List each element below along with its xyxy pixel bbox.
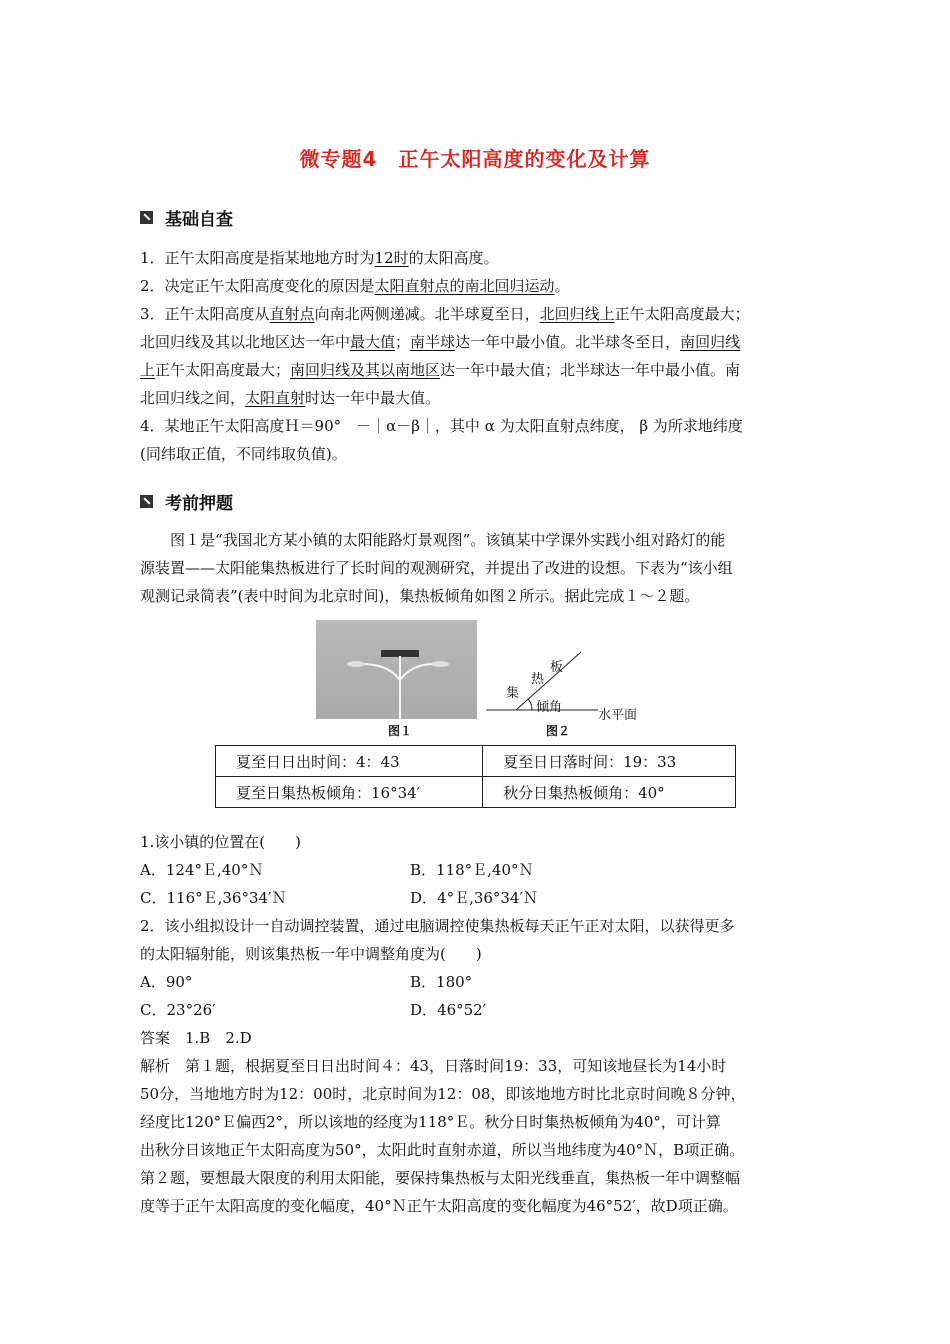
streetlight-illustration — [316, 620, 477, 719]
label-re: 热 — [531, 672, 545, 687]
text: 正午太阳高度最大； — [614, 305, 750, 323]
section-heading-exam — [140, 489, 233, 514]
text: 的太阳高度。 — [408, 249, 499, 267]
intro-line-3: 观测记录简表”(表中时间为北京时间)，集热板倾角如图２所示。据此完成１～２题。 — [140, 587, 700, 605]
question-1-option-d: D．4°Ｅ,36°34′Ｎ — [410, 889, 538, 907]
label-angle: 倾角 — [536, 700, 563, 715]
question-1-option-c: C．116°Ｅ,36°34′Ｎ — [140, 889, 287, 907]
text: ； — [395, 333, 411, 351]
text: 向南北两侧递减。北半球夏至日， — [314, 305, 540, 323]
section-heading-text: 考前押题 — [165, 494, 233, 514]
figure-1-caption: 图１ — [388, 724, 413, 738]
question-2-option-b: B．180° — [410, 973, 473, 991]
angle-arc — [528, 699, 532, 710]
underlined-answer: 南回归线及其以南地区 — [290, 361, 441, 379]
analysis-line-5: 第２题，要想最大限度的利用太阳能，要保持集热板与太阳光线垂直，集热板一年中调整幅 — [140, 1169, 741, 1187]
question-1-option-b: B．118°Ｅ,40°Ｎ — [410, 861, 534, 879]
analysis-line-2: 50分，当地地方时为12：00时，北京时间为12：08，即该地地方时比北京时间晚８分钟， — [140, 1085, 746, 1103]
analysis-line-3: 经度比120°Ｅ偏西2°，所以该地的经度为118°Ｅ。秋分日时集热板倾角为40°，可计算 — [140, 1113, 721, 1131]
intro-line-2: 源装置——太阳能集热板进行了长时间的观测研究，并提出了改进的设想。下表为“该小组 — [140, 559, 733, 577]
page-title: 微专题4 正午太阳高度的变化及计算 — [299, 147, 651, 171]
underlined-answer: 太阳直射 — [245, 389, 306, 407]
section-arrow-icon — [140, 211, 153, 224]
question-1-stem: 1.该小镇的位置在( ) — [140, 833, 302, 851]
lamp-pole — [399, 656, 401, 719]
text: 3．正午太阳高度从 — [140, 305, 270, 323]
underlined-answer: 上 — [140, 361, 156, 379]
text: 时达一年中最大值。 — [305, 389, 441, 407]
figure-2-caption: 图２ — [546, 724, 571, 738]
table-cell: 夏至日集热板倾角：16°34′ — [216, 777, 483, 808]
basics-item-3-line-2 — [140, 332, 820, 352]
answer-line: 答案 1.B 2.D — [140, 1029, 252, 1047]
text: 达一年中最小值。北半球冬至日， — [455, 333, 681, 351]
underlined-answer: 南半球 — [410, 333, 456, 351]
table-row — [216, 777, 736, 808]
streetlight-photo — [316, 620, 477, 719]
lamp-arm — [362, 664, 400, 680]
analysis-line-4: 出秋分日该地正午太阳高度为50°，太阳此时直射赤道，所以当地纬度为40°Ｎ，B项正确。 — [140, 1141, 745, 1159]
label-plane: 水平面 — [598, 708, 638, 723]
text: 正午太阳高度最大； — [155, 361, 291, 379]
text: 。 — [554, 277, 570, 295]
basics-item-3-line-1 — [140, 304, 820, 324]
question-2-stem-line-2: 的太阳辐射能，则该集热板一年中调整角度为( ) — [140, 945, 482, 963]
basics-item-1 — [140, 248, 820, 268]
text: 达一年中最大值；北半球达一年中最小值。南 — [440, 361, 741, 379]
text: 1．正午太阳高度是指某地地方时为 — [140, 249, 375, 267]
table-row — [216, 746, 736, 777]
basics-item-3-line-4 — [140, 388, 820, 408]
basics-item-4-line-1: 4．某地正午太阳高度Ｈ＝90° －｜α－β｜，其中 α 为太阳直射点纬度， β 为所求地纬度 — [140, 417, 743, 435]
question-2-option-c: C．23°26′ — [140, 1001, 216, 1019]
basics-item-3-line-3 — [140, 360, 820, 380]
lamp-arm — [400, 664, 434, 680]
text: 北回归线及其以北地区达一年中 — [140, 333, 351, 351]
label-ji: 集 — [506, 686, 520, 701]
underlined-answer: 北回归线上 — [539, 305, 615, 323]
table-cell: 夏至日日落时间：19：33 — [483, 746, 736, 777]
lamp-head — [347, 661, 365, 667]
label-ban: 板 — [550, 660, 564, 675]
underlined-answer: 直射点 — [269, 305, 315, 323]
observation-table — [215, 745, 736, 808]
analysis-line-1: 解析 第１题，根据夏至日日出时间４：43，日落时间19：33，可知该地昼长为14小时 — [140, 1057, 727, 1075]
basics-item-4-line-2: (同纬取正值，不同纬取负值)。 — [140, 445, 347, 463]
question-1-option-a: A．124°Ｅ,40°Ｎ — [140, 861, 264, 879]
basics-item-2 — [140, 276, 820, 296]
underlined-answer: 12时 — [374, 249, 409, 267]
solar-panel — [381, 650, 419, 657]
text: 2．决定正午太阳高度变化的原因是 — [140, 277, 375, 295]
section-heading-basics — [140, 205, 233, 230]
question-2-option-d: D．46°52′ — [410, 1001, 487, 1019]
intro-line-1: 图１是“我国北方某小镇的太阳能路灯景观图”。该镇某中学课外实践小组对路灯的能 — [170, 531, 726, 549]
table-cell: 夏至日日出时间：4：43 — [216, 746, 483, 777]
underlined-answer: 南回归线 — [680, 333, 741, 351]
section-heading-text: 基础自查 — [165, 210, 233, 230]
question-2-option-a: A．90° — [140, 973, 193, 991]
table-cell: 秋分日集热板倾角：40° — [483, 777, 736, 808]
lamp-head — [431, 661, 449, 667]
figures — [316, 620, 646, 740]
underlined-answer: 最大值 — [350, 333, 396, 351]
underlined-answer: 太阳直射点的南北回归运动 — [374, 277, 555, 295]
question-2-stem-line-1: 2．该小组拟设计一自动调控装置，通过电脑调控使集热板每天正午正对太阳，以获得更多 — [140, 917, 735, 935]
text: 北回归线之间， — [140, 389, 246, 407]
section-arrow-icon — [140, 495, 153, 508]
analysis-line-6: 度等于正午太阳高度的变化幅度，40°Ｎ正午太阳高度的变化幅度为46°52′，故D项正确。 — [140, 1197, 738, 1215]
